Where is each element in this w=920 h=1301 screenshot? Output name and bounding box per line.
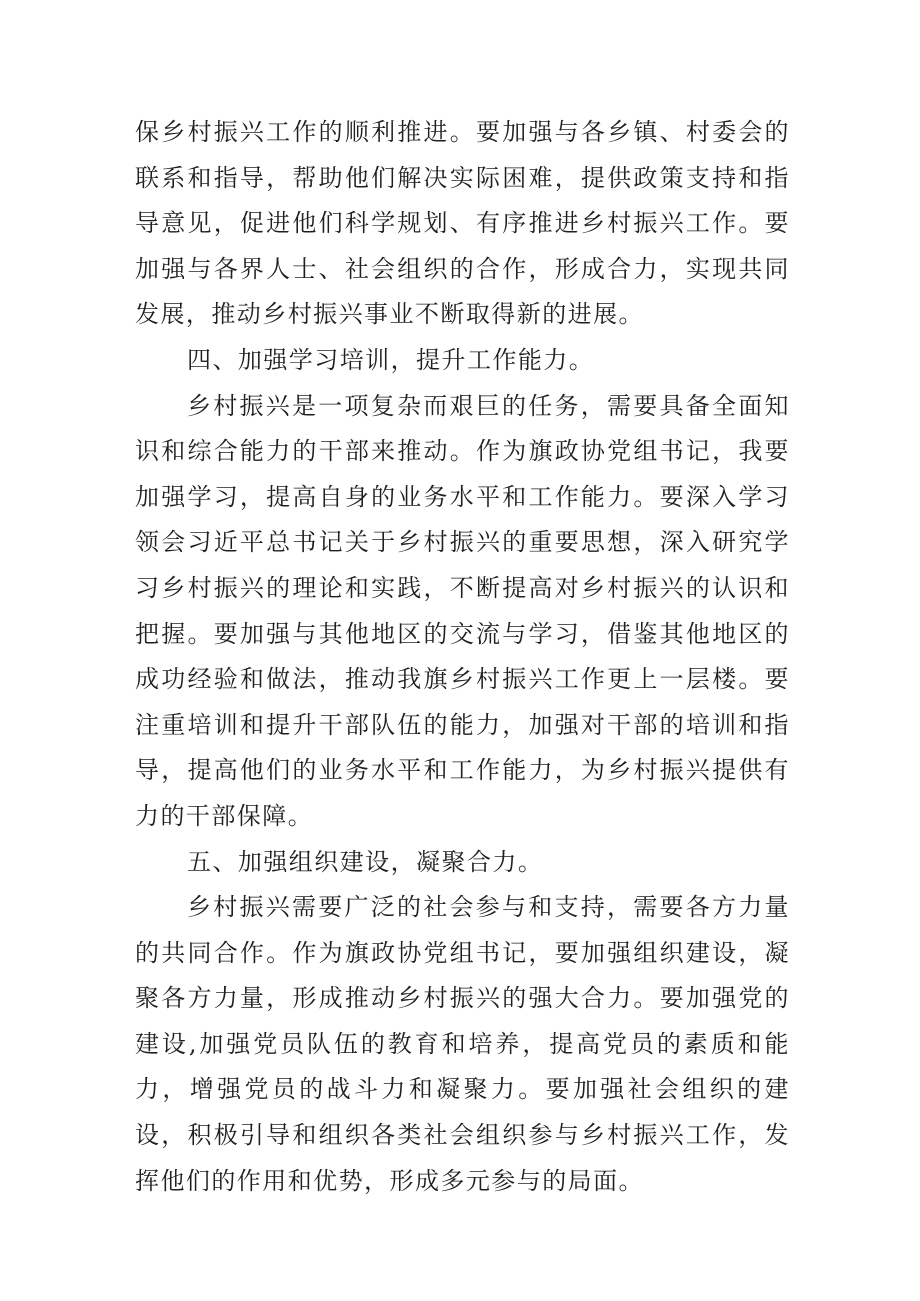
paragraph-organization-building: 乡村振兴需要广泛的社会参与和支持，需要各方力量的共同合作。作为旗政协党组书记，要加强组织建设，凝聚各方力量，形成推动乡村振兴的强大合力。要加强党的建设,加强党员队伍的教育和培养，提高党员的素质和能力，增强党员的战斗力和凝聚力。要加强社会组织的建设，积极引导和组织各类社会组织参与乡村振兴工作，发挥他们的作用和优势，形成多元参与的局面。 [135, 893, 790, 1195]
paragraph-continuation: 保乡村振兴工作的顺利推进。要加强与各乡镇、村委会的联系和指导，帮助他们解决实际困难，提供政策支持和指导意见，促进他们科学规划、有序推进乡村振兴工作。要加强与各界人士、社会组织的合作，形成合力，实现共同发展，推动乡村振兴事业不断取得新的进展。 [135, 118, 790, 329]
section-heading-5: 五、加强组织建设，凝聚合力。 [187, 847, 544, 876]
document-body [135, 110, 790, 1204]
section-heading-4: 四、加强学习培训，提升工作能力。 [187, 345, 595, 374]
paragraph-learning-training: 乡村振兴是一项复杂而艰巨的任务，需要具备全面知识和综合能力的干部来推动。作为旗政协党组书记，我要加强学习，提高自身的业务水平和工作能力。要深入学习领会习近平总书记关于乡村振兴的重要思想，深入研究学习乡村振兴的理论和实践，不断提高对乡村振兴的认识和把握。要加强与其他地区的交流与学习，借鉴其他地区的成功经验和做法，推动我旗乡村振兴工作更上一层楼。要注重培训和提升干部队伍的能力，加强对干部的培训和指导，提高他们的业务水平和工作能力，为乡村振兴提供有力的干部保障。 [135, 391, 790, 830]
